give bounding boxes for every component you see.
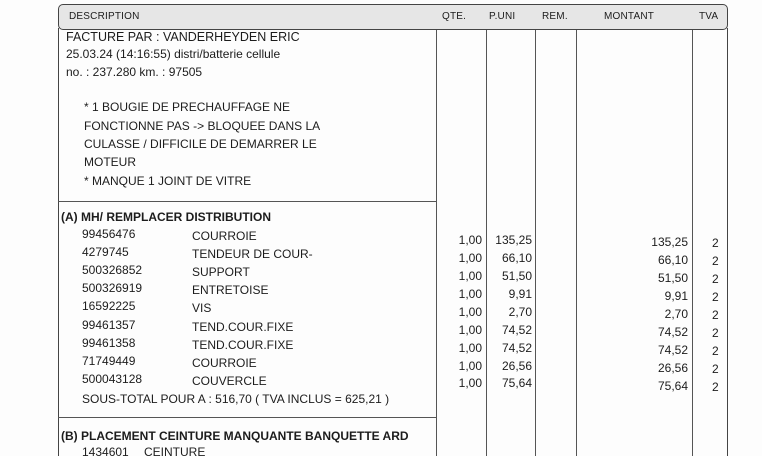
item-desc: SUPPORT <box>192 265 250 279</box>
item-puni: 26,56 <box>501 359 532 373</box>
section-a-title: (A) MH/ REMPLACER DISTRIBUTION <box>61 210 271 224</box>
item-desc: TEND.COUR.FIXE <box>192 320 294 334</box>
item-montant: 75,64 <box>657 379 688 393</box>
item-desc: CEINTURE <box>144 445 206 456</box>
item-montant: 9,91 <box>664 289 688 303</box>
item-montant: 74,52 <box>657 343 688 357</box>
column-divider <box>535 30 536 456</box>
item-desc: TENDEUR DE COUR- <box>192 247 313 261</box>
item-tva: 2 <box>712 272 719 286</box>
note-line: * MANQUE 1 JOINT DE VITRE <box>84 174 252 188</box>
item-qte: 1,00 <box>458 376 482 390</box>
header-puni: P.UNI <box>489 11 516 22</box>
item-puni: 74,52 <box>501 323 532 337</box>
item-puni: 74,52 <box>501 341 532 355</box>
item-qte: 1,00 <box>458 323 482 337</box>
item-ref: 500326852 <box>82 263 143 277</box>
note-line: MOTEUR <box>84 155 136 169</box>
item-puni: 135,25 <box>495 233 532 247</box>
separator-line <box>58 417 437 418</box>
item-qte: 1,00 <box>458 287 482 301</box>
item-puni: 9,91 <box>508 287 532 301</box>
item-qte: 1,00 <box>458 305 482 319</box>
item-qte: 1,00 <box>458 359 482 373</box>
separator-line <box>58 201 437 202</box>
invoice-date-line: 25.03.24 (14:16:55) distri/batterie cellule <box>66 47 281 61</box>
item-montant: 74,52 <box>657 325 688 339</box>
item-tva: 2 <box>712 326 719 340</box>
item-ref: 500326919 <box>82 281 143 295</box>
item-qte: 1,00 <box>458 341 482 355</box>
item-ref: 1434601 <box>82 445 129 456</box>
item-ref: 99456476 <box>82 227 136 241</box>
column-divider <box>436 30 437 456</box>
item-qte: 1,00 <box>458 269 482 283</box>
item-desc: COUVERCLE <box>192 374 267 388</box>
item-tva: 2 <box>712 290 719 304</box>
item-montant: 66,10 <box>657 253 688 267</box>
header-description: DESCRIPTION <box>69 11 140 22</box>
column-divider <box>486 30 487 456</box>
item-montant: 2,70 <box>664 307 688 321</box>
item-puni: 2,70 <box>508 305 532 319</box>
item-desc: TEND.COUR.FIXE <box>192 338 294 352</box>
item-qte: 1,00 <box>458 251 482 265</box>
item-ref: 16592225 <box>82 299 136 313</box>
item-puni: 66,10 <box>501 251 532 265</box>
item-montant: 51,50 <box>657 271 688 285</box>
item-ref: 500043128 <box>82 372 143 386</box>
item-ref: 4279745 <box>82 245 129 259</box>
item-ref: 99461357 <box>82 318 136 332</box>
item-montant: 135,25 <box>651 235 688 249</box>
header-qte: QTE. <box>442 11 467 22</box>
item-desc: COURROIE <box>192 229 257 243</box>
header-rem: REM. <box>542 11 568 22</box>
item-tva: 2 <box>712 308 719 322</box>
item-qte: 1,00 <box>458 233 482 247</box>
column-divider <box>576 30 577 456</box>
table-header <box>58 4 728 30</box>
section-b-title: (B) PLACEMENT CEINTURE MANQUANTE BANQUETTE ARD <box>61 429 409 443</box>
invoice-number-line: no. : 237.280 km. : 97505 <box>66 65 203 79</box>
item-tva: 2 <box>712 362 719 376</box>
item-desc: COURROIE <box>192 356 257 370</box>
section-a-subtotal: SOUS-TOTAL POUR A : 516,70 ( TVA INCLUS = 625,21 ) <box>82 392 390 406</box>
item-desc: ENTRETOISE <box>192 283 269 297</box>
item-puni: 51,50 <box>501 269 532 283</box>
item-tva: 2 <box>712 344 719 358</box>
item-ref: 71749449 <box>82 354 136 368</box>
item-tva: 2 <box>712 254 719 268</box>
item-tva: 2 <box>712 380 719 394</box>
item-ref: 99461358 <box>82 336 136 350</box>
note-line: * 1 BOUGIE DE PRECHAUFFAGE NE <box>84 100 291 114</box>
header-tva: TVA <box>699 11 719 22</box>
note-line: FONCTIONNE PAS -> BLOQUEE DANS LA <box>84 119 321 133</box>
header-montant: MONTANT <box>604 11 655 22</box>
item-montant: 26,56 <box>657 361 688 375</box>
note-line: CULASSE / DIFFICILE DE DEMARRER LE <box>84 137 317 151</box>
item-puni: 75,64 <box>501 376 532 390</box>
item-desc: VIS <box>192 301 212 315</box>
column-divider <box>692 30 693 456</box>
invoiced-by: FACTURE PAR : VANDERHEYDEN ERIC <box>66 30 300 44</box>
item-tva: 2 <box>712 236 719 250</box>
